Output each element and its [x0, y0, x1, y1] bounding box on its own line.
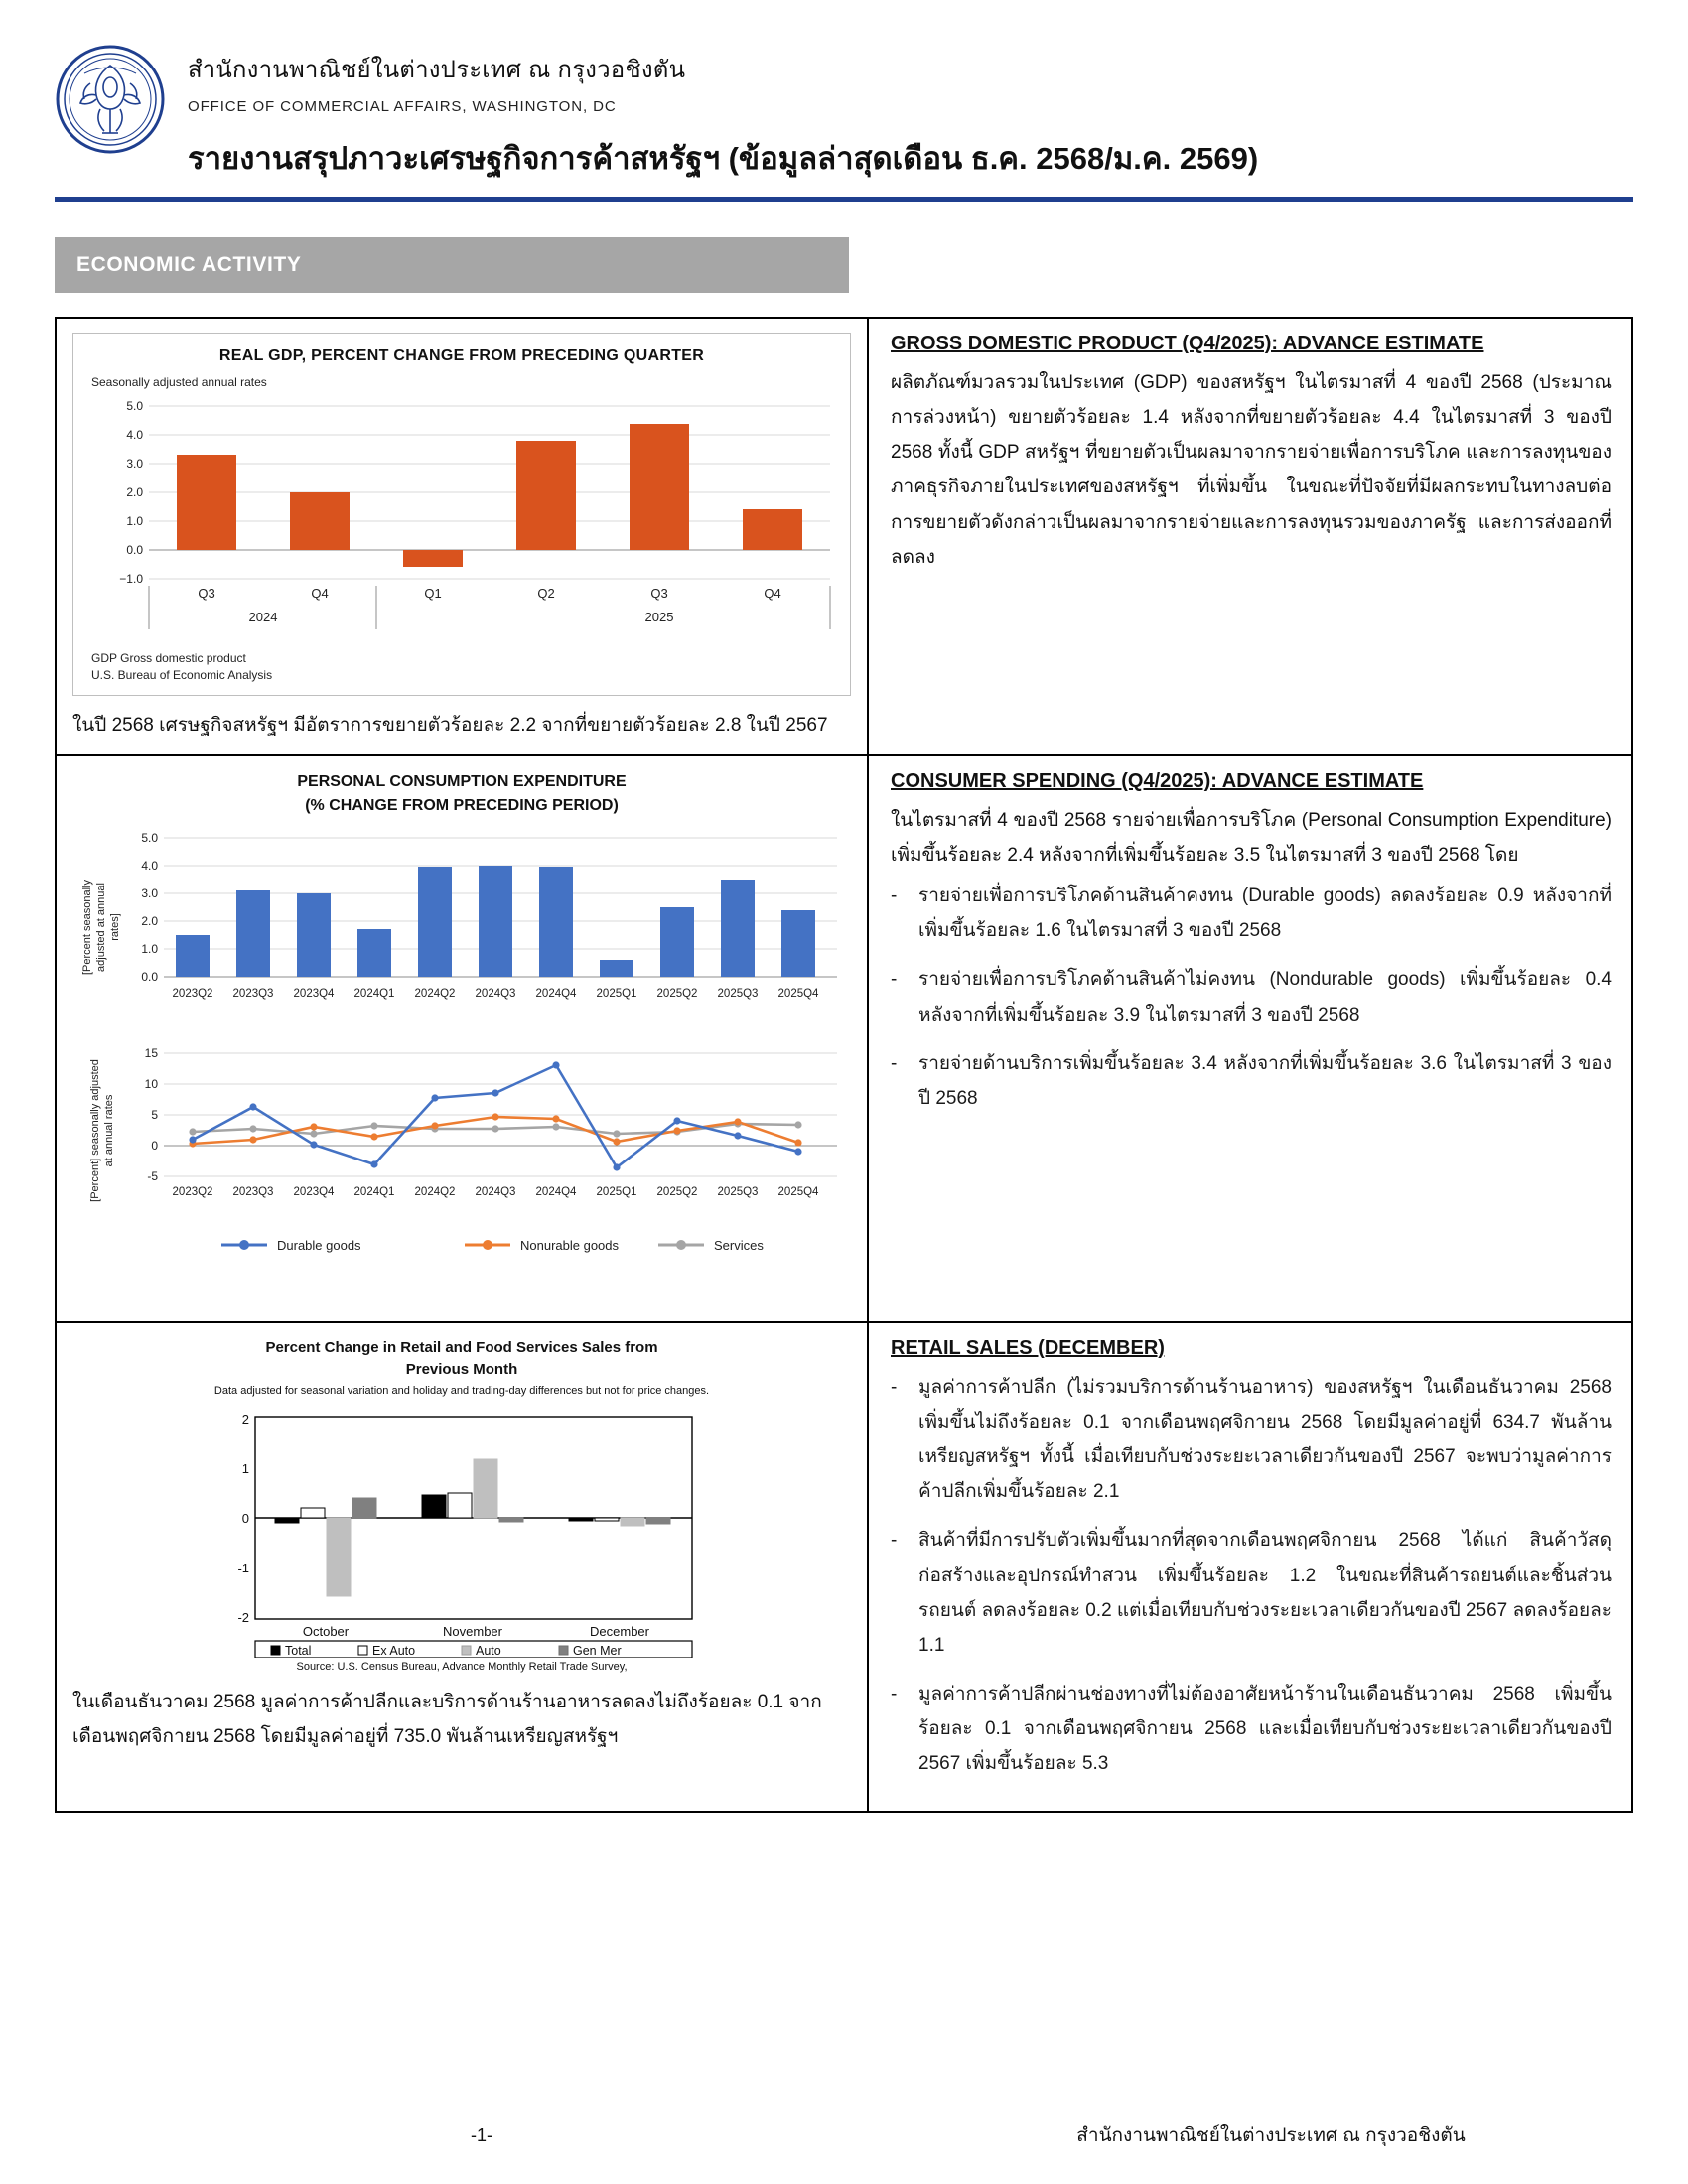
- bullet-dash: -: [891, 1684, 898, 1706]
- svg-text:at annual rates: at annual rates: [103, 1094, 115, 1167]
- bullet-dash: -: [891, 886, 898, 907]
- svg-text:2025Q1: 2025Q1: [596, 1185, 637, 1198]
- gdp-chart-title: REAL GDP, PERCENT CHANGE FROM PRECEDING QUARTER: [218, 347, 705, 364]
- svg-text:2023Q4: 2023Q4: [293, 1185, 335, 1198]
- bullet-text: รายจ่ายเพื่อการบริโภคด้านสินค้าคงทน (Durable goods) ลดลงร้อยละ 0.9 หลังจากที่เพิ่มขึ้นร้อยละ 1.6 ในไตรมาสที่ 3 ของปี 2568: [918, 886, 1612, 942]
- svg-text:10: 10: [144, 1076, 158, 1091]
- retail-chart-subtitle: Data adjusted for seasonal variation and holiday and trading-day differences but not for price changes.: [213, 1385, 710, 1398]
- consumer-bullet-list: [891, 879, 1612, 1116]
- svg-text:Durable goods: Durable goods: [277, 1237, 361, 1253]
- svg-text:0: 0: [151, 1138, 158, 1153]
- svg-text:2023Q2: 2023Q2: [172, 1185, 213, 1198]
- bullet-dash: -: [891, 1530, 898, 1552]
- section-banner-label: ECONOMIC ACTIVITY: [76, 253, 302, 276]
- svg-text:Q4: Q4: [764, 586, 781, 601]
- retail-chart-svg: [213, 1405, 710, 1658]
- page-number: -1-: [471, 2124, 492, 2145]
- retail-legend: [255, 1641, 692, 1658]
- svg-text:2025Q3: 2025Q3: [717, 987, 759, 1000]
- consumer-text-cell: [869, 756, 1631, 1321]
- svg-text:Total: Total: [285, 1644, 312, 1659]
- svg-text:2025Q2: 2025Q2: [656, 1185, 698, 1198]
- consumer-heading: CONSUMER SPENDING (Q4/2025): ADVANCE ESTIMATE: [891, 769, 1424, 792]
- consumer-paragraph: ในไตรมาสที่ 4 ของปี 2568 รายจ่ายเพื่อการบริโภค (Personal Consumption Expenditure) เพิ่มขึ้นร้อยละ 2.4 หลังจากที่เพิ่มขึ้นร้อยละ 3.5 ในไตรมาสที่ 3 ของปี 2568 โดย: [891, 809, 1612, 867]
- pce-chart-title: PERSONAL CONSUMPTION EXPENDITURE (% CHANGE FROM PRECEDING PERIOD): [297, 772, 627, 814]
- retail-caption-note: ในเดือนธันวาคม 2568 มูลค่าการค้าปลีกและบริการด้านร้านอาหารลดลงไม่ถึงร้อยละ 0.1 จากเดือนพฤศจิกายน 2568 โดยมีมูลค่าอยู่ที่ 735.0 พันล้านเหรียญสหรัฐฯ: [72, 1692, 822, 1748]
- pce-line-chart-svg: [72, 1041, 851, 1304]
- retail-heading: RETAIL SALES (DECEMBER): [891, 1336, 1165, 1359]
- bullet-text: สินค้าที่มีการปรับตัวเพิ่มขึ้นมากที่สุดจากเดือนพฤศจิกายน 2568 ได้แก่ สินค้าวัสดุก่อสร้างและอุปกรณ์ทำสวน เพิ่มขึ้นร้อยละ 1.2 ในขณะที่สินค้ารถยนต์และชิ้นส่วนรถยนต์ ลดลงร้อยละ 0.2 แต่เมื่อเทียบกับช่วงระยะเวลาเดียวกันของปี 2567 ลดลงร้อยละ 1.1: [918, 1530, 1612, 1656]
- svg-text:5: 5: [151, 1107, 158, 1122]
- retail-chart-cell: [57, 1323, 869, 1812]
- bullet-dash: -: [891, 1376, 898, 1398]
- svg-text:15: 15: [144, 1045, 158, 1060]
- row-consumer-spending: [57, 756, 1631, 1323]
- svg-text:−1.0: −1.0: [119, 572, 143, 586]
- svg-text:2024Q3: 2024Q3: [475, 1185, 516, 1198]
- svg-text:[Percent seasonally: [Percent seasonally: [81, 879, 93, 975]
- pce-chart-cell: [57, 756, 869, 1321]
- svg-text:December: December: [590, 1624, 649, 1640]
- svg-text:2025Q2: 2025Q2: [656, 987, 698, 1000]
- svg-text:2024Q2: 2024Q2: [414, 1185, 456, 1198]
- list-item: [891, 1523, 1612, 1663]
- svg-text:4.0: 4.0: [141, 858, 158, 873]
- svg-text:0.0: 0.0: [126, 543, 143, 557]
- svg-text:Services: Services: [714, 1237, 764, 1253]
- header-divider: [55, 197, 1633, 202]
- svg-text:-1: -1: [237, 1561, 249, 1576]
- svg-text:4.0: 4.0: [126, 428, 143, 442]
- svg-text:Gen Mer: Gen Mer: [573, 1644, 622, 1659]
- svg-text:Auto: Auto: [476, 1644, 501, 1659]
- gdp-chart-subtitle: Seasonally adjusted annual rates: [91, 375, 267, 389]
- gdp-heading: GROSS DOMESTIC PRODUCT (Q4/2025): ADVANCE ESTIMATE: [891, 333, 1484, 354]
- page-title: รายงานสรุปภาวะเศรษฐกิจการค้าสหรัฐฯ (ข้อมูลล่าสุดเดือน ธ.ค. 2568/ม.ค. 2569): [188, 141, 1259, 176]
- svg-text:Nonurable goods: Nonurable goods: [520, 1237, 620, 1253]
- svg-text:2025Q1: 2025Q1: [596, 987, 637, 1000]
- bullet-text: รายจ่ายเพื่อการบริโภคด้านสินค้าไม่คงทน (Nondurable goods) เพิ่มขึ้นร้อยละ 0.4 หลังจากที่เพิ่มขึ้นร้อยละ 3.9 ในไตรมาสที่ 3 ของปี 2568: [918, 969, 1612, 1025]
- bullet-text: รายจ่ายด้านบริการเพิ่มขึ้นร้อยละ 3.4 หลังจากที่เพิ่มขึ้นร้อยละ 3.6 ในไตรมาสที่ 3 ของปี 2568: [918, 1052, 1612, 1109]
- svg-text:2023Q4: 2023Q4: [293, 987, 335, 1000]
- svg-text:2: 2: [241, 1412, 249, 1428]
- pce-bar-chart-svg: [72, 818, 851, 1036]
- svg-text:Q2: Q2: [537, 586, 555, 601]
- svg-text:2024Q3: 2024Q3: [475, 987, 516, 1000]
- svg-text:5.0: 5.0: [141, 830, 158, 845]
- svg-text:-2: -2: [237, 1610, 249, 1626]
- svg-text:0: 0: [241, 1511, 249, 1527]
- office-name-thai: สำนักงานพาณิชย์ในต่างประเทศ ณ กรุงวอชิงตัน: [188, 57, 686, 83]
- list-item: [891, 1677, 1612, 1781]
- bullet-dash: -: [891, 1052, 898, 1074]
- svg-text:2025: 2025: [644, 610, 674, 624]
- gdp-chart-cell: [57, 319, 869, 754]
- svg-text:Q1: Q1: [424, 586, 442, 601]
- svg-text:2.0: 2.0: [141, 913, 158, 928]
- svg-text:-5: -5: [147, 1168, 158, 1183]
- list-item: [891, 1046, 1612, 1116]
- svg-text:[Percent] seasonally adjusted: [Percent] seasonally adjusted: [89, 1059, 101, 1202]
- svg-text:5.0: 5.0: [126, 399, 143, 413]
- gdp-chart-source: GDP Gross domestic product U.S. Bureau of Economic Analysis: [91, 651, 273, 683]
- list-item: [891, 879, 1612, 948]
- section-banner-economic-activity: [55, 237, 849, 293]
- gdp-chart-svg: [85, 391, 840, 639]
- svg-text:2024Q4: 2024Q4: [535, 987, 577, 1000]
- page-header: [55, 40, 1633, 183]
- svg-text:Q4: Q4: [311, 586, 329, 601]
- row-retail-sales: [57, 1323, 1631, 1812]
- svg-text:2.0: 2.0: [126, 485, 143, 499]
- list-item: [891, 1370, 1612, 1510]
- svg-text:Q3: Q3: [650, 586, 668, 601]
- bullet-text: มูลค่าการค้าปลีกผ่านช่องทางที่ไม่ต้องอาศัยหน้าร้านในเดือนธันวาคม 2568 เพิ่มขึ้นร้อยละ 0.1 จากเดือนพฤศจิกายน 2568 และเมื่อเทียบกับช่วงระยะเวลาเดียวกันของปี 2567 เพิ่มขึ้นร้อยละ 5.3: [918, 1684, 1612, 1775]
- retail-bullet-list: [891, 1370, 1612, 1782]
- svg-text:Ex Auto: Ex Auto: [372, 1644, 416, 1659]
- svg-text:Q3: Q3: [198, 586, 215, 601]
- retail-text-cell: [869, 1323, 1631, 1812]
- gdp-paragraph: ผลิตภัณฑ์มวลรวมในประเทศ (GDP) ของสหรัฐฯ ในไตรมาสที่ 4 ของปี 2568 (ประมาณการล่วงหน้า) ขยายตัวร้อยละ 1.4 หลังจากที่ขยายตัวร้อยละ 4.4 ในไตรมาสที่ 3 ของปี 2568 ทั้งนี้ GDP สหรัฐฯ ที่ขยายตัวเป็นผลมาจากรายจ่ายเพื่อการบริโภค และการลงทุนของภาคธุรกิจภายในประเทศของสหรัฐฯ ที่เพิ่มขึ้น ในขณะที่ปัจจัยที่มีผลกระทบในทางลบต่อการขยายตัวดังกล่าวเป็นผลมาจากรายจ่ายและการลงทุนรวมของภาครัฐ และการส่งออกที่ลดลง: [891, 372, 1612, 568]
- svg-text:1.0: 1.0: [126, 514, 143, 528]
- svg-text:2025Q3: 2025Q3: [717, 1185, 759, 1198]
- thai-garuda-seal-icon: [55, 44, 166, 155]
- svg-text:1: 1: [241, 1461, 249, 1477]
- svg-text:November: November: [443, 1624, 502, 1640]
- svg-text:rates]: rates]: [109, 913, 121, 941]
- list-item: [891, 962, 1612, 1031]
- svg-text:1.0: 1.0: [141, 941, 158, 956]
- svg-text:2023Q2: 2023Q2: [172, 987, 213, 1000]
- svg-text:3.0: 3.0: [141, 886, 158, 900]
- content-grid: [55, 317, 1633, 1813]
- svg-text:2024Q4: 2024Q4: [535, 1185, 577, 1198]
- retail-chart-source: Source: U.S. Census Bureau, Advance Monthly Retail Trade Survey,: [296, 1661, 628, 1674]
- svg-text:2023Q3: 2023Q3: [232, 1185, 274, 1198]
- bullet-dash: -: [891, 969, 898, 991]
- pce-legend: [221, 1238, 764, 1253]
- svg-text:2023Q3: 2023Q3: [232, 987, 274, 1000]
- svg-text:adjusted at annual: adjusted at annual: [95, 882, 107, 972]
- svg-text:0.0: 0.0: [141, 969, 158, 984]
- svg-text:2025Q4: 2025Q4: [777, 987, 819, 1000]
- svg-text:3.0: 3.0: [126, 457, 143, 471]
- gdp-chart: [72, 333, 851, 696]
- bullet-text: มูลค่าการค้าปลีก (ไม่รวมบริการด้านร้านอาหาร) ของสหรัฐฯ ในเดือนธันวาคม 2568 เพิ่มขึ้นไม่ถึงร้อยละ 0.1 จากเดือนพฤศจิกายน 2568 โดยมีมูลค่าอยู่ที่ 634.7 พันล้านเหรียญสหรัฐฯ ทั้งนี้ เมื่อเทียบกับช่วงระยะเวลาเดียวกันของปี 2567 จะพบว่ามูลค่าการค้าปลีกเพิ่มขึ้นร้อยละ 2.1: [918, 1376, 1612, 1503]
- svg-text:October: October: [302, 1624, 350, 1640]
- svg-text:2025Q4: 2025Q4: [777, 1185, 819, 1198]
- gdp-caption-note: ในปี 2568 เศรษฐกิจสหรัฐฯ มีอัตราการขยายตัวร้อยละ 2.2 จากที่ขยายตัวร้อยละ 2.8 ในปี 2567: [72, 714, 828, 736]
- office-name-english: OFFICE OF COMMERCIAL AFFAIRS, WASHINGTON, DC: [188, 98, 617, 115]
- svg-text:2024: 2024: [248, 610, 278, 624]
- footer-office-name: สำนักงานพาณิชย์ในต่างประเทศ ณ กรุงวอชิงตัน: [1076, 2125, 1466, 2146]
- gdp-text-cell: [869, 319, 1631, 754]
- retail-chart-title: Percent Change in Retail and Food Services Sales from Previous Month: [265, 1338, 658, 1378]
- svg-text:2024Q1: 2024Q1: [353, 987, 395, 1000]
- row-gdp: [57, 319, 1631, 756]
- svg-text:2024Q2: 2024Q2: [414, 987, 456, 1000]
- page-footer: [55, 2120, 1633, 2150]
- svg-text:2024Q1: 2024Q1: [353, 1185, 395, 1198]
